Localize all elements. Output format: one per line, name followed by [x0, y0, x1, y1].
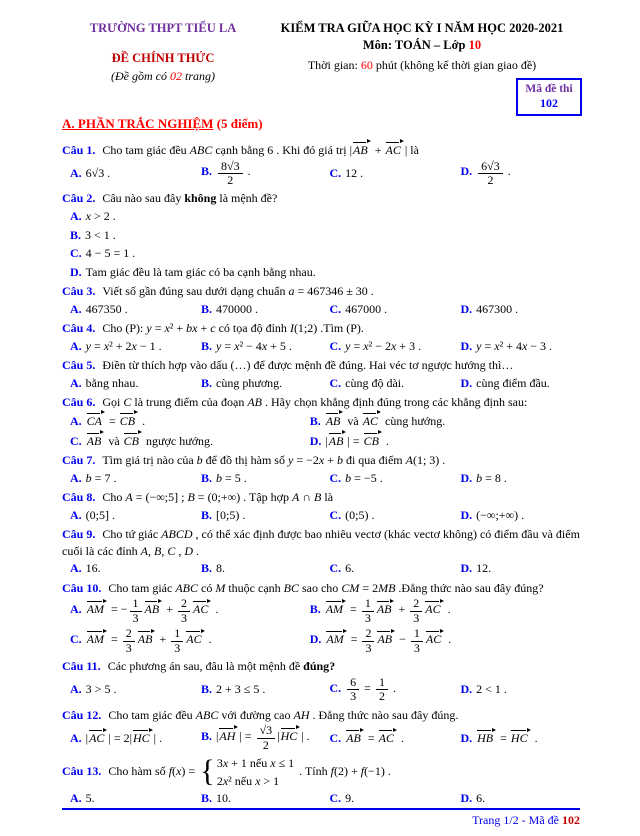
question-text	[62, 580, 580, 597]
option-letter: B.	[200, 338, 212, 353]
exam-code-box	[516, 78, 582, 116]
answer-option	[460, 337, 580, 356]
answer-options	[62, 337, 580, 356]
option-letter: B.	[200, 164, 212, 179]
option-text: y = x² − 2x + 3 .	[345, 338, 422, 353]
answer-options	[62, 374, 580, 393]
option-letter: D.	[460, 561, 473, 576]
option-letter: D.	[460, 164, 473, 179]
question	[62, 141, 580, 188]
answer-option	[70, 300, 197, 319]
option-text: 3 > 5 .	[85, 682, 117, 697]
answer-option	[201, 300, 326, 319]
option-letter: A.	[70, 507, 82, 522]
header-left-block	[62, 20, 264, 84]
option-letter: C.	[329, 338, 342, 353]
answer-option	[70, 680, 197, 699]
option-text: $\frac{6}{3}$ = $\frac{1}{2}$ .	[345, 681, 396, 695]
answer-option	[70, 728, 197, 748]
answer-option	[329, 675, 456, 705]
option-text: 8.	[216, 561, 225, 576]
question	[62, 707, 580, 753]
option-text: (0;5) .	[345, 507, 375, 522]
answer-option	[329, 506, 456, 525]
question-text	[62, 141, 580, 159]
option-letter: C.	[70, 246, 82, 261]
question-text	[62, 190, 580, 207]
answer-option	[310, 596, 580, 626]
option-letter: A.	[70, 375, 82, 390]
question	[62, 658, 580, 704]
option-text: y = x² + 4x − 3 .	[476, 338, 553, 353]
option-text: |AH | = $\frac{√3}{2}$ |HC | .	[216, 723, 310, 752]
question-text	[62, 526, 580, 559]
answer-option	[329, 374, 456, 393]
option-letter: A.	[70, 561, 82, 576]
answer-options	[62, 469, 580, 488]
option-text: y = x² + 2x − 1 .	[85, 338, 162, 353]
option-letter: B.	[200, 375, 212, 390]
answer-option	[70, 164, 197, 183]
option-text: Tam giác đều là tam giác có ba cạnh bằng nhau.	[85, 264, 316, 279]
option-letter: D.	[460, 791, 473, 806]
answer-option	[70, 506, 197, 525]
option-letter: A.	[70, 208, 82, 223]
option-text: AM = $\frac{2}{3}$ AB + $\frac{1}{3}$ AC .	[86, 626, 212, 655]
answer-option	[70, 789, 197, 808]
option-letter: A.	[70, 166, 82, 181]
question	[62, 526, 580, 578]
answer-options	[62, 207, 580, 281]
question-body: Câu nào sau đây không là mệnh đề?	[102, 191, 278, 206]
option-letter: C.	[70, 433, 82, 448]
answer-option	[70, 374, 197, 393]
subject-line	[264, 37, 580, 54]
answer-option	[310, 626, 580, 656]
option-letter: D.	[460, 338, 473, 353]
option-text: (−∞;+∞) .	[476, 507, 525, 522]
answer-option	[460, 728, 580, 748]
question-body: Gọi C là trung điểm của đoạn AB . Hãy chọn khẳng định đúng trong các khẳng định sau:	[102, 395, 528, 410]
question-number: Câu 8.	[62, 490, 99, 505]
question-text	[62, 283, 580, 300]
official-exam-label: ĐỀ CHÍNH THỨC	[111, 51, 215, 66]
answer-options	[62, 411, 580, 450]
answer-option	[460, 506, 580, 525]
option-letter: C.	[329, 166, 342, 181]
option-letter: B.	[200, 301, 212, 316]
question	[62, 580, 580, 656]
answer-option	[460, 680, 580, 699]
pages-note	[62, 68, 264, 85]
question-number: Câu 11.	[62, 659, 104, 674]
answer-option	[70, 226, 580, 245]
answer-option	[70, 469, 197, 488]
answer-option	[201, 680, 326, 699]
option-letter: B.	[309, 602, 321, 617]
question	[62, 755, 580, 808]
option-letter: D.	[460, 731, 473, 746]
answer-option	[201, 337, 326, 356]
question-body: Cho tam giác ABC có M thuộc cạnh BC sao cho CM = 2MB .Đẳng thức nào sau đây đúng?	[108, 580, 544, 595]
option-text: AM = − $\frac{1}{3}$ AB + $\frac{2}{3}$ AC .	[86, 596, 219, 625]
answer-option	[201, 723, 326, 753]
answer-option	[460, 159, 580, 189]
answer-option	[460, 300, 580, 319]
option-letter: C.	[329, 470, 342, 485]
question-body: Cho hàm số f(x) = { 3x + 1 nếu x ≤ 1 2x² nếu x > 1 . Tính f(2) + f(−1) .	[108, 754, 391, 789]
option-text: 4 − 5 = 1 .	[85, 246, 136, 261]
option-letter: D.	[460, 375, 473, 390]
section-points: (5 điểm)	[213, 116, 263, 132]
answer-option	[310, 431, 580, 451]
option-text: |AB | = CB .	[325, 433, 389, 448]
exam-code-value: 102	[540, 96, 558, 111]
option-letter: B.	[200, 682, 212, 697]
question-text	[62, 357, 580, 374]
question-body: Cho tứ giác ABCD , có thể xác định được bao nhiêu vectơ (khác vectơ không) có điểm đầu và điểm cuối là các đỉnh A, B, C , D .	[62, 527, 580, 558]
answer-option	[201, 374, 326, 393]
question	[62, 190, 580, 281]
question-number: Câu 13.	[62, 763, 105, 778]
pages-note-post: trang)	[182, 68, 215, 83]
question-text	[62, 489, 580, 506]
question-body: Tìm giá trị nào của b để đồ thị hàm số y = −2x + b đi qua điểm A(1; 3) .	[102, 453, 446, 468]
answer-option	[201, 506, 326, 525]
question	[62, 320, 580, 355]
question-body: Các phương án sau, đâu là một mệnh đề đúng?	[107, 659, 336, 674]
question-number: Câu 12.	[62, 707, 105, 722]
answer-option	[329, 469, 456, 488]
time-line	[264, 57, 580, 74]
answer-option	[460, 469, 580, 488]
option-letter: C.	[329, 791, 342, 806]
option-text: 2 < 1 .	[476, 682, 507, 697]
option-letter: D.	[460, 301, 473, 316]
question-body: Điền từ thích hợp vào dấu (…) để được mệnh đề đúng. Hai véc tơ ngược hướng thì…	[102, 358, 514, 373]
question-body: Cho tam giác đều ABC với đường cao AH . Đẳng thức nào sau đây đúng.	[108, 707, 459, 722]
option-letter: B.	[200, 507, 212, 522]
school-name: TRƯỜNG THPT TIỂU LA	[89, 21, 237, 35]
question-text	[62, 755, 580, 789]
answer-options	[62, 506, 580, 525]
option-text: [0;5) .	[216, 507, 246, 522]
option-text: 467000 .	[345, 301, 388, 316]
option-letter: C.	[329, 375, 342, 390]
question-text	[62, 394, 580, 411]
option-letter: C.	[329, 731, 342, 746]
question-number: Câu 4.	[62, 321, 99, 336]
option-text: x > 2 .	[85, 208, 116, 223]
question	[62, 357, 580, 392]
option-letter: C.	[70, 632, 82, 647]
answer-option	[329, 789, 456, 808]
answer-option	[201, 469, 326, 488]
answer-option	[310, 411, 580, 431]
option-letter: A.	[70, 731, 82, 746]
answer-option	[201, 789, 326, 808]
time-minutes: 60	[360, 57, 373, 72]
option-text: b = 8 .	[476, 470, 507, 485]
option-text: AM = $\frac{1}{3}$ AB + $\frac{2}{3}$ AC .	[325, 596, 451, 625]
option-text: |AC | = 2|HC | .	[85, 731, 163, 746]
page-number: Trang 1/2 - Mã đề	[472, 812, 562, 827]
answer-option	[329, 337, 456, 356]
option-text: cùng phương.	[216, 375, 283, 390]
question	[62, 489, 580, 524]
option-letter: C.	[329, 301, 342, 316]
option-text: AB và AC cùng hướng.	[325, 413, 446, 428]
option-text: 9.	[345, 791, 355, 806]
option-text: AB = AC .	[346, 731, 404, 746]
option-text: 467350 .	[85, 301, 128, 316]
option-letter: B.	[200, 728, 212, 743]
option-text: 6.	[476, 791, 486, 806]
answer-options	[62, 675, 580, 705]
exam-title: KIỂM TRA GIỮA HỌC KỲ I NĂM HỌC 2020-2021	[280, 21, 564, 35]
question-body: Cho (P): y = x² + bx + c có tọa độ đỉnh I(1;2) .Tìm (P).	[102, 321, 364, 336]
answer-option	[70, 626, 310, 656]
subject-prefix: Môn: TOÁN – Lớp	[362, 38, 469, 53]
option-text: HB = HC .	[477, 731, 538, 746]
answer-option	[460, 789, 580, 808]
question-body: Cho A = (−∞;5] ; B = (0;+∞) . Tập hợp A ∩ B là	[102, 490, 334, 505]
option-letter: D.	[460, 682, 473, 697]
option-text: 3 < 1 .	[85, 227, 116, 242]
option-text: 6.	[345, 561, 355, 576]
option-letter: B.	[200, 470, 212, 485]
option-text: (0;5] .	[85, 507, 115, 522]
answer-option	[70, 207, 580, 226]
answer-option	[70, 431, 310, 451]
option-text: cùng độ dài.	[345, 375, 405, 390]
section-label: A.	[62, 116, 78, 132]
option-text: CA = CB .	[86, 413, 146, 428]
question	[62, 452, 580, 487]
option-text: 12.	[476, 561, 492, 576]
time-suffix: phút (không kể thời gian giao đề)	[372, 57, 537, 72]
answer-option	[70, 263, 580, 282]
option-letter: C.	[329, 680, 342, 695]
option-text: 16.	[85, 561, 101, 576]
footer-exam-code: 102	[562, 812, 580, 827]
answer-option	[201, 559, 326, 578]
question-body: Cho tam giác đều ABC cạnh bằng 6 . Khi đó giá trị |AB + AC | là	[102, 142, 419, 157]
option-text: 2 + 3 ≤ 5 .	[216, 682, 266, 697]
option-text: 470000 .	[216, 301, 258, 316]
question-number: Câu 7.	[62, 453, 99, 468]
question-text	[62, 658, 580, 675]
option-text: $\frac{6√3}{2}$ .	[476, 164, 511, 178]
option-letter: D.	[460, 507, 473, 522]
pages-note-number: 02	[170, 68, 182, 83]
section-heading	[62, 115, 580, 133]
option-letter: A.	[70, 602, 82, 617]
answer-option	[201, 159, 326, 189]
answer-option	[460, 374, 580, 393]
option-letter: A.	[70, 682, 82, 697]
option-letter: A.	[70, 470, 82, 485]
option-letter: B.	[200, 561, 212, 576]
option-letter: D.	[70, 264, 82, 279]
option-text: $\frac{8√3}{2}$ .	[216, 164, 251, 178]
question-number: Câu 3.	[62, 284, 99, 299]
option-letter: A.	[70, 338, 82, 353]
question-text	[62, 320, 580, 337]
option-text: b = 5 .	[216, 470, 247, 485]
option-letter: B.	[200, 791, 212, 806]
subject-grade: 10	[468, 38, 482, 53]
option-letter: B.	[70, 227, 82, 242]
answer-option	[329, 728, 456, 748]
option-letter: A.	[70, 791, 82, 806]
option-text: b = −5 .	[345, 470, 383, 485]
option-letter: C.	[329, 561, 342, 576]
questions	[62, 139, 580, 808]
option-text: 12 .	[345, 166, 364, 181]
section-title: PHẦN TRẮC NGHIỆM	[77, 116, 214, 132]
answer-options	[62, 596, 580, 656]
option-text: cùng điểm đầu.	[476, 375, 550, 390]
option-letter: C.	[329, 507, 342, 522]
option-text: y = x² − 4x + 5 .	[216, 338, 292, 353]
time-prefix: Thời gian:	[307, 57, 361, 72]
question-number: Câu 1.	[62, 142, 99, 157]
question-text	[62, 707, 580, 724]
answer-options	[62, 789, 580, 808]
answer-option	[70, 337, 197, 356]
answer-option	[70, 411, 310, 431]
question-text	[62, 452, 580, 469]
question-number: Câu 5.	[62, 358, 99, 373]
question-number: Câu 2.	[62, 191, 99, 206]
answer-option	[70, 244, 580, 263]
answer-option	[70, 559, 197, 578]
answer-option	[70, 596, 310, 626]
option-letter: A.	[70, 413, 82, 428]
question-body: Viết số gần đúng sau dưới dạng chuẩn a = 467346 ± 30 .	[102, 284, 374, 299]
option-text: bằng nhau.	[85, 375, 139, 390]
option-text: 467300 .	[476, 301, 519, 316]
answer-options	[62, 559, 580, 578]
option-letter: A.	[70, 301, 82, 316]
answer-options	[62, 159, 580, 189]
option-letter: D.	[460, 470, 473, 485]
option-text: AM = $\frac{2}{3}$ AB − $\frac{1}{3}$ AC .	[326, 626, 452, 655]
option-text: 10.	[216, 791, 231, 806]
answer-option	[329, 164, 456, 183]
answer-options	[62, 723, 580, 753]
exam-code-label: Mã đề thi	[525, 83, 573, 95]
option-text: AB và CB ngược hướng.	[86, 433, 214, 448]
header-right-block	[264, 20, 580, 84]
option-text: 6√3 .	[85, 166, 111, 181]
option-letter: B.	[309, 413, 321, 428]
question	[62, 394, 580, 450]
question-number: Câu 6.	[62, 395, 99, 410]
answer-option	[329, 559, 456, 578]
exam-header	[62, 20, 580, 84]
answer-option	[460, 559, 580, 578]
option-letter: D.	[309, 632, 322, 647]
question-number: Câu 9.	[62, 527, 99, 542]
option-text: b = 7 .	[85, 470, 117, 485]
option-text: 5.	[85, 791, 95, 806]
question-number: Câu 10.	[62, 580, 105, 595]
option-letter: D.	[309, 433, 322, 448]
pages-note-pre: (Đề gồm có	[111, 68, 170, 83]
page-footer	[62, 808, 580, 829]
answer-options	[62, 300, 580, 319]
question	[62, 283, 580, 318]
answer-option	[329, 300, 456, 319]
